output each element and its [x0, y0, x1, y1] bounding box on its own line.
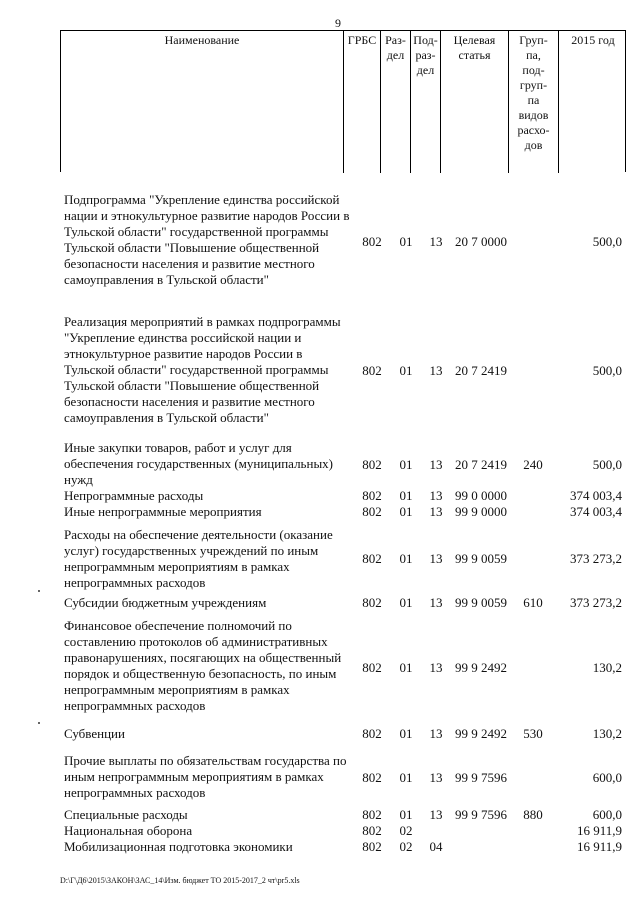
row-celevaya: 20 7 2419 [455, 363, 507, 378]
row-gruppa: 240 [523, 457, 543, 472]
row-amount: 373 273,2 [570, 595, 622, 610]
row-grbs: 802 [362, 234, 382, 249]
row-podrazdel: 13 [429, 551, 443, 566]
row-name: Реализация мероприятий в рамках подпрограммы "Укрепление единства российской нации и этнокультурное развитие народов России в Тульской области" государственной программы Тульской области "Повышение общественной безопасности населения и развитие местного самоуправления в Тульской области" [64, 314, 341, 425]
row-celevaya: 99 9 7596 [455, 770, 507, 785]
row-podrazdel: 13 [429, 457, 443, 472]
header-grbs: ГРБС [343, 31, 380, 173]
row-name: Расходы на обеспечение деятельности (оказание услуг) государственных учреждений по иным непрограммным мероприятиям в рамках непрограммных расходов [64, 527, 333, 590]
row-podrazdel: 13 [429, 488, 443, 503]
row-amount: 600,0 [592, 807, 622, 822]
row-razdel: 01 [399, 770, 413, 785]
row-grbs: 802 [362, 457, 382, 472]
row-grbs: 802 [362, 504, 382, 519]
row-razdel: 01 [399, 488, 413, 503]
row-grbs: 802 [362, 660, 382, 675]
scan-dot [38, 722, 40, 724]
row-amount: 373 273,2 [570, 551, 622, 566]
row-celevaya: 99 9 0059 [455, 551, 507, 566]
row-razdel: 01 [399, 504, 413, 519]
header-celevaya: Целевая статья [440, 31, 508, 173]
row-razdel: 02 [399, 839, 413, 854]
row-name: Финансовое обеспечение полномочий по составлению протоколов об административных правонарушениях, посягающих на общественный порядок и общественную безопасность, по иным непрограммным мероприятиям в рамках непрограммных расходов [64, 618, 342, 713]
row-celevaya: 99 9 2492 [455, 726, 507, 741]
row-grbs: 802 [362, 807, 382, 822]
row-name: Иные закупки товаров, работ и услуг для обеспечения государственных (муниципальных) нужд [64, 440, 334, 487]
row-razdel: 01 [399, 551, 413, 566]
row-podrazdel: 13 [429, 595, 443, 610]
row-amount: 130,2 [592, 726, 622, 741]
row-razdel: 01 [399, 457, 413, 472]
row-celevaya: 99 9 0059 [455, 595, 507, 610]
row-gruppa: 880 [523, 807, 543, 822]
row-amount: 130,2 [592, 660, 622, 675]
row-razdel: 01 [399, 660, 413, 675]
row-name: Непрограммные расходы [64, 488, 204, 503]
row-name: Национальная оборона [64, 823, 193, 838]
row-amount: 374 003,4 [570, 504, 622, 519]
row-podrazdel: 13 [429, 234, 443, 249]
row-grbs: 802 [362, 823, 382, 838]
row-name: Иные непрограммные мероприятия [64, 504, 262, 519]
row-celevaya: 99 9 2492 [455, 660, 507, 675]
row-razdel: 01 [399, 807, 413, 822]
row-podrazdel: 13 [429, 363, 443, 378]
scan-dot [38, 590, 40, 592]
row-amount: 500,0 [592, 234, 622, 249]
row-celevaya: 20 7 0000 [455, 234, 507, 249]
file-path-footer: D:\Г\Д6\2015\ЗАКОН\ЗАС_14\Изм. бюджет ТО 2015-2017_2 чт\pr5.xls [60, 876, 300, 885]
row-amount: 374 003,4 [570, 488, 622, 503]
table-header [60, 30, 626, 172]
row-podrazdel: 13 [429, 660, 443, 675]
row-razdel: 01 [399, 726, 413, 741]
row-grbs: 802 [362, 595, 382, 610]
row-amount: 16 911,9 [576, 839, 622, 854]
header-name: Наименование [164, 33, 240, 47]
row-name: Прочие выплаты по обязательствам государства по иным непрограммным мероприятиям в рамках непрограммных расходов [64, 753, 347, 800]
row-grbs: 802 [362, 551, 382, 566]
row-name: Специальные расходы [64, 807, 188, 822]
row-grbs: 802 [362, 363, 382, 378]
row-podrazdel: 13 [429, 504, 443, 519]
row-razdel: 01 [399, 595, 413, 610]
row-name: Мобилизационная подготовка экономики [64, 839, 293, 854]
row-razdel: 01 [399, 363, 413, 378]
header-podrazdel: Под- раз- дел [410, 31, 440, 173]
row-razdel: 01 [399, 234, 413, 249]
row-grbs: 802 [362, 726, 382, 741]
header-year: 2015 год [558, 31, 627, 173]
row-celevaya: 20 7 2419 [455, 457, 507, 472]
page-number: 9 [335, 16, 341, 30]
row-celevaya: 99 9 0000 [455, 504, 507, 519]
row-podrazdel: 13 [429, 726, 443, 741]
row-celevaya: 99 9 7596 [455, 807, 507, 822]
row-gruppa: 610 [523, 595, 543, 610]
row-podrazdel: 04 [429, 839, 443, 854]
row-grbs: 802 [362, 839, 382, 854]
row-gruppa: 530 [523, 726, 543, 741]
row-amount: 600,0 [592, 770, 622, 785]
row-name: Субсидии бюджетным учреждениям [64, 595, 267, 610]
row-name: Субвенции [64, 726, 125, 741]
row-name: Подпрограмма "Укрепление единства российской нации и этнокультурное развитие народов России в Тульской области" государственной программы Тульской области "Повышение общественной безопасности населения и развитие местного самоуправления в Тульской области" [64, 192, 350, 287]
row-grbs: 802 [362, 488, 382, 503]
header-gruppa: Груп- па, под- груп- па видов расхо- дов [508, 31, 558, 173]
row-razdel: 02 [399, 823, 413, 838]
row-amount: 16 911,9 [576, 823, 622, 838]
row-amount: 500,0 [592, 457, 622, 472]
row-celevaya: 99 0 0000 [455, 488, 507, 503]
row-podrazdel: 13 [429, 770, 443, 785]
row-grbs: 802 [362, 770, 382, 785]
header-razdel: Раз- дел [380, 31, 410, 173]
row-podrazdel: 13 [429, 807, 443, 822]
row-amount: 500,0 [592, 363, 622, 378]
